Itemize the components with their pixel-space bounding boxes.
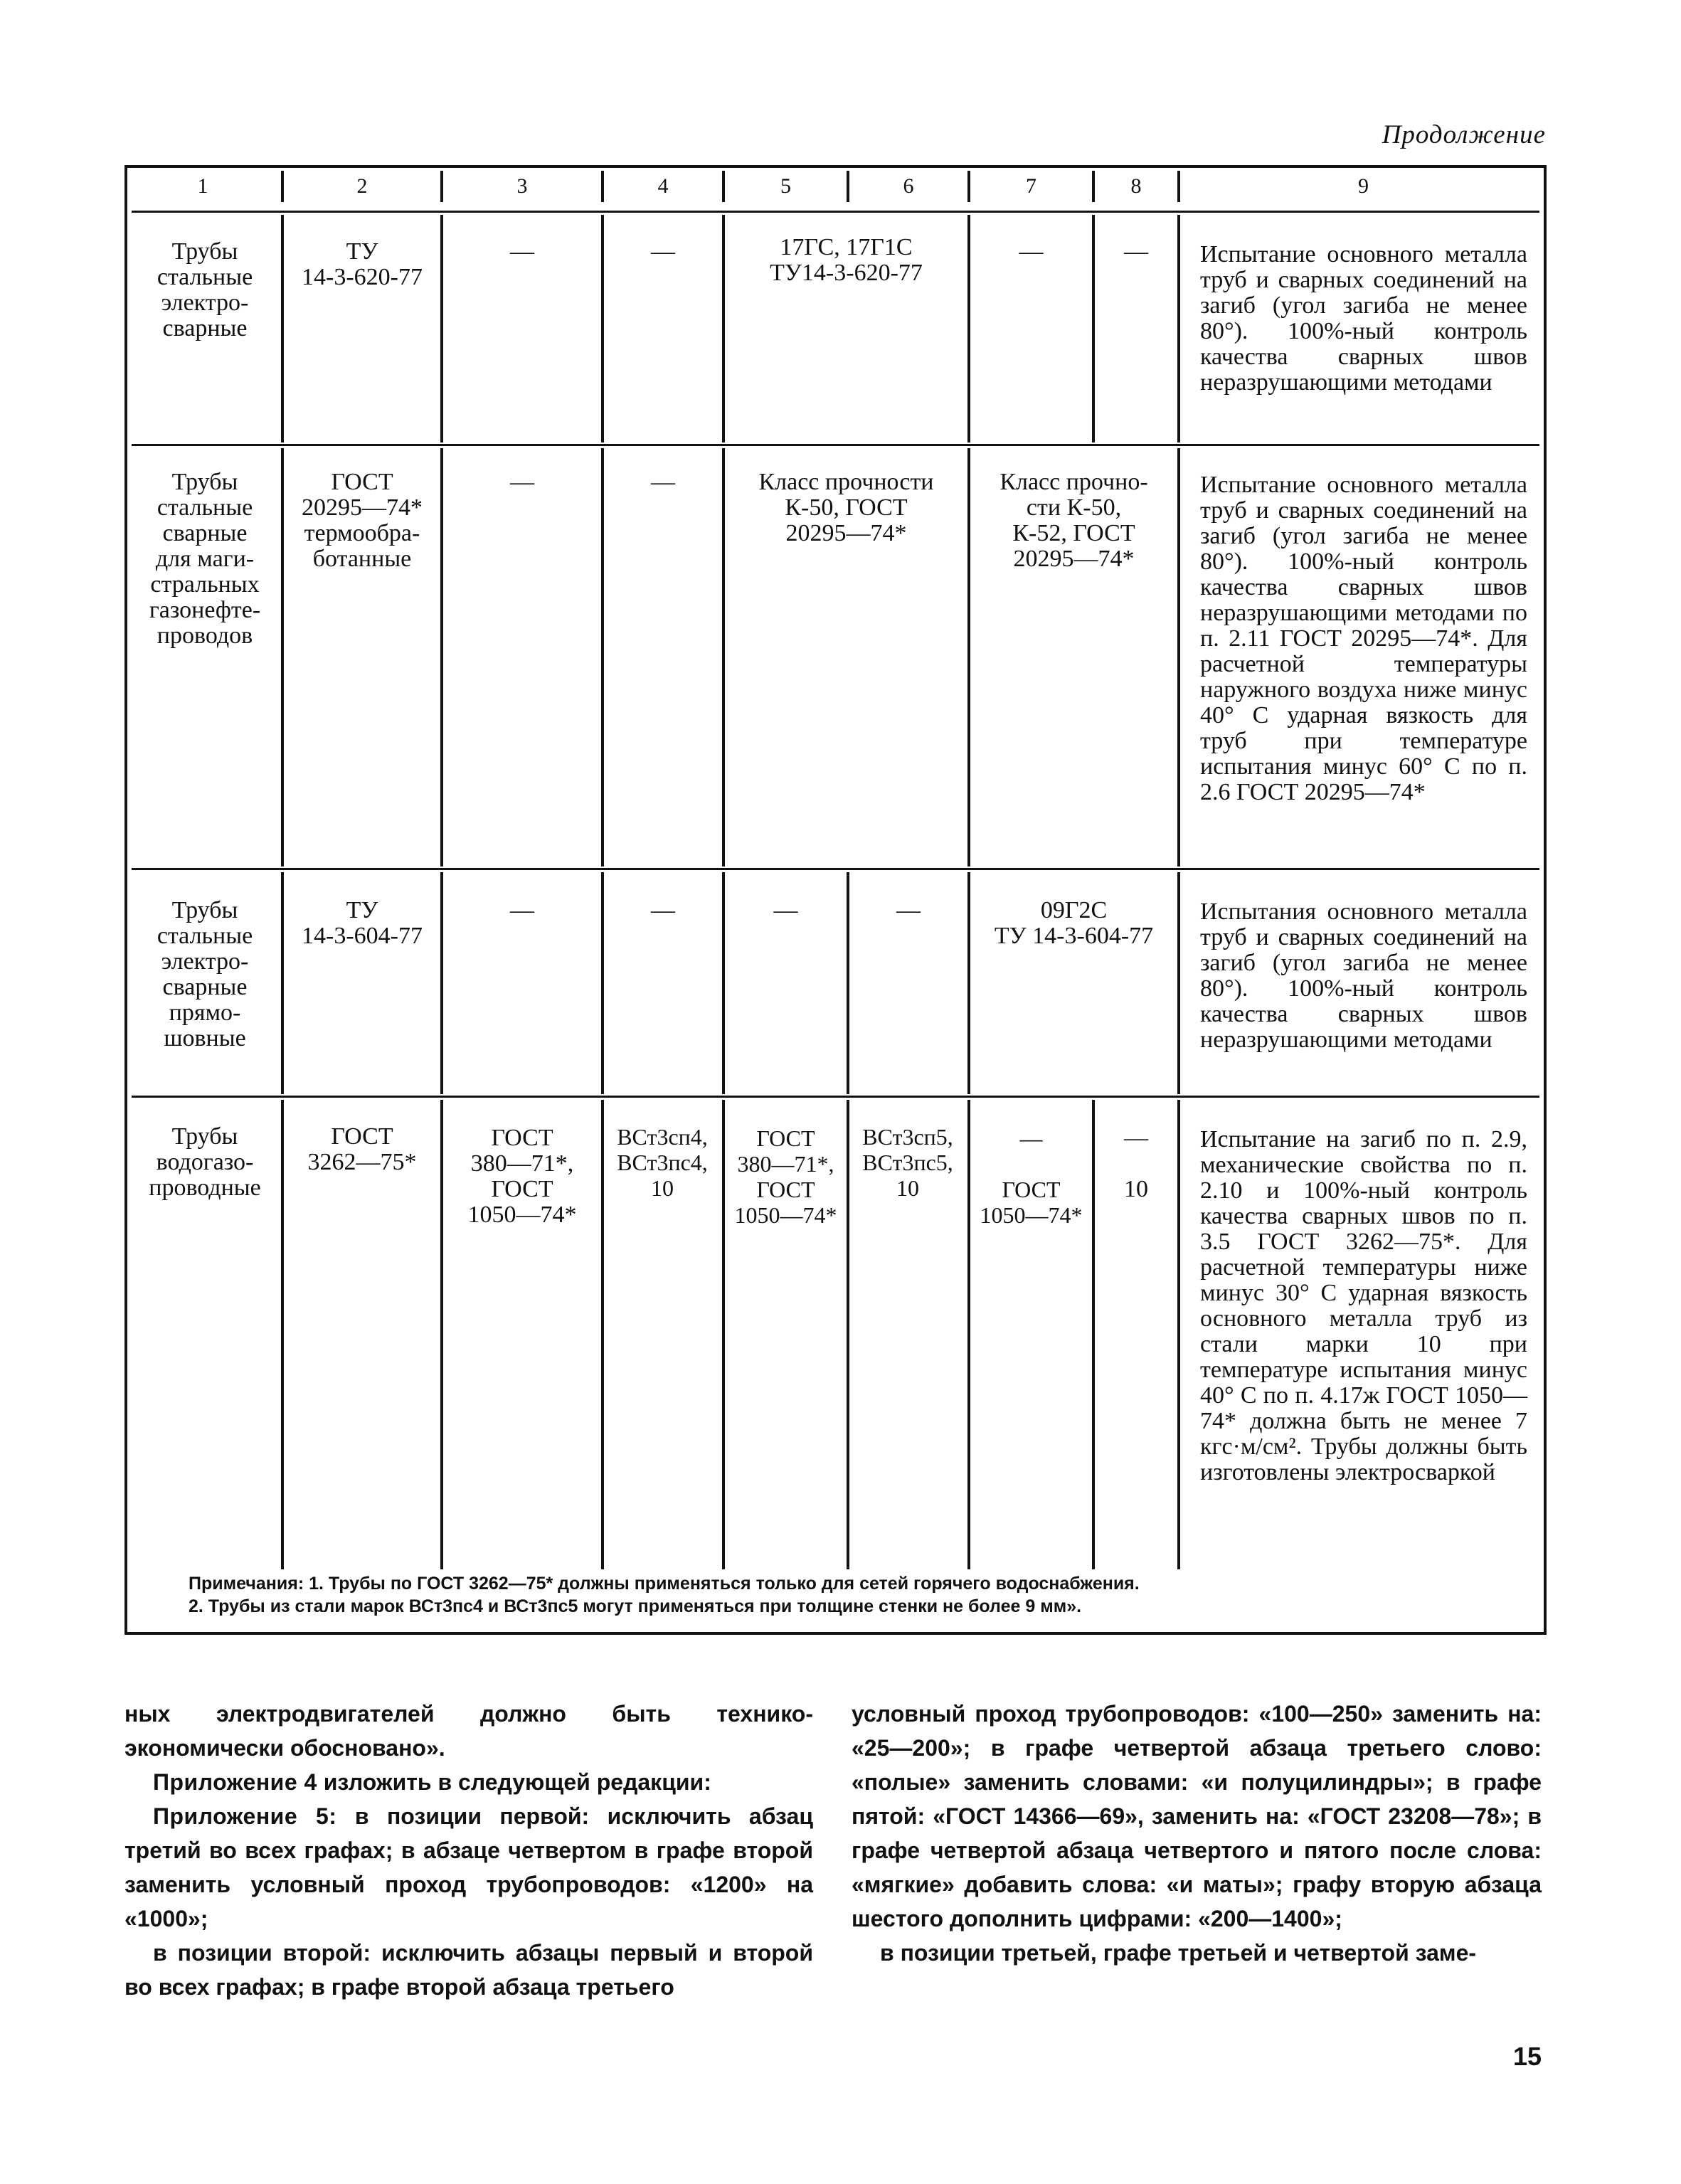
- table-cell-standard: ТУ 14-3-620-77: [302, 238, 423, 290]
- table-cell: —: [510, 897, 534, 923]
- col-separator: [601, 872, 604, 1094]
- col-separator: [440, 1100, 443, 1569]
- table-cell-standard: ТУ 14-3-604-77: [302, 897, 423, 949]
- header-col-1: 1: [197, 174, 208, 198]
- table-cell: —: [896, 897, 921, 923]
- col-separator: [281, 1100, 284, 1569]
- paragraph: [124, 1765, 813, 1799]
- table-right-border: [1544, 165, 1547, 1635]
- col-separator: [1092, 215, 1095, 442]
- col-separator: [1177, 215, 1180, 442]
- header-col-7: 7: [1026, 174, 1036, 198]
- col-separator: [847, 872, 849, 1094]
- table-cell: —: [1124, 238, 1148, 265]
- table-cell-name: Трубы стальные электро- сварные: [157, 238, 253, 341]
- paragraph-text: в позиции первой: исключить абзац третий во всех графах; в абзаце четвертом в графе второй заменить условный проход трубопроводов: «1200» на «1000»;: [124, 1803, 814, 1931]
- continuation-label: Продолжение: [1382, 120, 1546, 149]
- paragraph: в позиции третьей, графе третьей и четвертой заме-: [880, 1940, 1477, 1966]
- body-text-left-column: [124, 1697, 813, 2004]
- col-separator: [281, 448, 284, 866]
- body-text-right-column: [852, 1697, 1542, 1970]
- table-cell-requirements: Испытание на загиб по п. 2.9, механические свойства по п. 2.10 и 100%-ный контроль качества сварных швов по п. 3.5 ГОСТ 3262—75*. Для расчетной температуры ниже минус 30° С ударная вязкость основного металла труб из стали марки 10 при температуре испытания минус 40° С по п. 4.17ж ГОСТ 1050—74* должна быть не менее 7 кгс·м/см². Трубы должны быть изготовлены электросваркой: [1200, 1126, 1527, 1485]
- table-cell-standard: ГОСТ 3262—75*: [307, 1123, 417, 1175]
- col-separator: [967, 448, 970, 866]
- table-cell: — 10: [1124, 1125, 1148, 1202]
- col-separator: [1092, 1100, 1095, 1569]
- page-number: 15: [1512, 2042, 1542, 2071]
- header-rule: [132, 211, 1539, 213]
- row-rule: [132, 1096, 1539, 1098]
- col-separator: [1177, 1100, 1180, 1569]
- col-separator: [967, 215, 970, 442]
- header-col-9: 9: [1358, 174, 1369, 198]
- table-bottom-rule: [124, 1632, 1547, 1635]
- paragraph: в позиции второй: исключить абзацы первый и второй во всех графах; в графе второй абзаца третьего: [124, 1940, 813, 2000]
- paragraph: условный проход трубопроводов: «100—250» заменить на: «25—200»; в графе четвертой абзаца третьего слово: «полые» заменить словами: «и полуцилиндры»; в графе пятой: «ГОСТ 14366—69», заменить на: «ГОСТ 23208—78»; в графе четвертой абзаца четвертого и пятого после слова: «мягкие» добавить слова: «и маты»; графу вторую абзаца шестого дополнить цифрами: «200—1400»;: [852, 1701, 1542, 1931]
- table-cell-requirements: Испытание основного металла труб и сварных соединений на загиб (угол загиба не менее 80°). 100%-ный контроль качества сварных швов неразрушающими методами по п. 2.11 ГОСТ 20295—74*. Для расчетной температуры наружного воздуха ниже минус 40° С ударная вязкость для труб при температуре испытания минус 60° С по п. 2.6 ГОСТ 20295—74*: [1200, 472, 1527, 805]
- table-left-border: [124, 165, 127, 1635]
- col-separator: [967, 872, 970, 1094]
- table-cell: —: [651, 469, 675, 495]
- header-col-3: 3: [516, 174, 528, 198]
- row-rule: [132, 868, 1539, 870]
- table-cell-name: Трубы стальные сварные для маги- стральных газонефте- проводов: [149, 469, 261, 649]
- col-separator: [722, 448, 725, 866]
- table-notes: Примечания: 1. Трубы по ГОСТ 3262—75* должны применяться только для сетей горячего водоснабжения. 2. Трубы из стали марок ВСт3пс4 и ВСт3пс5 могут применяться при толщине стенки не более 9 мм».: [189, 1574, 1140, 1616]
- col-separator: [722, 215, 725, 442]
- header-col-2: 2: [356, 174, 368, 198]
- col-separator: [1177, 448, 1180, 866]
- table-cell: 09Г2С ТУ 14-3-604-77: [994, 897, 1154, 949]
- col-separator: [281, 215, 284, 442]
- col-separator: [722, 1100, 725, 1569]
- header-col-6: 6: [903, 174, 914, 198]
- col-separator: [440, 448, 443, 866]
- col-separator: [722, 872, 725, 1094]
- paragraph: [124, 1799, 813, 1936]
- spec-table: [124, 165, 1547, 1636]
- header-col-5: 5: [780, 174, 791, 198]
- table-cell: —: [1019, 238, 1044, 265]
- col-separator: [601, 215, 604, 442]
- table-cell: —: [651, 238, 675, 265]
- appendix-5-label: Приложение 5:: [153, 1803, 337, 1829]
- col-separator: [440, 872, 443, 1094]
- col-separator: [601, 448, 604, 866]
- table-cell: Класс прочности К-50, ГОСТ 20295—74*: [758, 469, 934, 546]
- header-col-8: 8: [1130, 174, 1142, 198]
- header-col-4: 4: [657, 174, 669, 198]
- table-cell-name: Трубы водогазо- проводные: [149, 1123, 261, 1201]
- col-separator: [440, 215, 443, 442]
- table-cell: — ГОСТ 1050—74*: [980, 1125, 1083, 1228]
- table-cell-requirements: Испытание основного металла труб и сварных соединений на загиб (угол загиба не менее 80°). 100%-ный контроль качества сварных швов неразрушающими методами: [1200, 241, 1527, 396]
- table-cell: ГОСТ 380—71*, ГОСТ 1050—74*: [467, 1125, 577, 1228]
- table-cell: Класс прочно- сти К-50, К-52, ГОСТ 20295—74*: [999, 469, 1148, 572]
- table-cell: ВСт3сп5, ВСт3пс5, 10: [862, 1124, 953, 1201]
- table-cell-requirements: Испытания основного металла труб и сварных соединений на загиб (угол загиба не менее 80°). 100%-ный контроль качества сварных швов неразрушающими методами: [1200, 898, 1527, 1053]
- table-cell: ВСт3сп4, ВСт3пс4, 10: [617, 1124, 708, 1201]
- table-cell: —: [510, 469, 534, 495]
- paragraph: ных электродвигателей должно быть технико-экономически обосновано».: [124, 1701, 813, 1761]
- table-cell-standard: ГОСТ 20295—74* термообра- ботанные: [302, 469, 423, 572]
- row-rule: [132, 444, 1539, 446]
- appendix-4-label: Приложение 4: [153, 1769, 317, 1795]
- table-cell: —: [651, 897, 675, 923]
- col-separator: [1177, 872, 1180, 1094]
- table-cell: 17ГС, 17Г1С ТУ14-3-620-77: [770, 234, 923, 286]
- paragraph-text: изложить в следующей редакции:: [317, 1769, 711, 1795]
- table-cell-name: Трубы стальные электро- сварные прямо- шовные: [157, 897, 253, 1051]
- table-cell: —: [510, 238, 534, 265]
- table-cell: —: [773, 897, 798, 923]
- table-cell: ГОСТ 380—71*, ГОСТ 1050—74*: [734, 1125, 837, 1228]
- table-top-rule: [124, 165, 1547, 168]
- col-separator: [281, 872, 284, 1094]
